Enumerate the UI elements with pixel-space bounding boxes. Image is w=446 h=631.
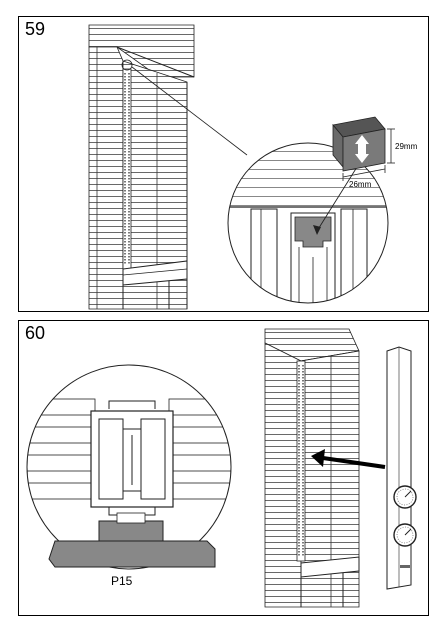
- gauge-icon: [394, 486, 416, 508]
- step-60-illustration: [19, 321, 428, 615]
- cross-section-zoom-circle: [27, 365, 231, 569]
- vertical-rail: [122, 60, 132, 269]
- gauge-icon: [394, 524, 416, 546]
- sauna-corner: [265, 329, 359, 607]
- board-p15: [49, 541, 215, 567]
- step-60-panel: [18, 320, 429, 616]
- detail-zoom-circle: [228, 143, 388, 309]
- step-number: 59: [25, 19, 46, 39]
- dimension-height-label: 29mm: [395, 142, 418, 151]
- step-number: 60: [25, 323, 46, 343]
- step-59-panel: [18, 16, 429, 312]
- step-59-illustration: [19, 17, 428, 311]
- spacer-block: [333, 117, 385, 171]
- left-wall: [89, 47, 123, 309]
- dimension-width-label: 26mm: [349, 180, 372, 189]
- part-label-p15: P15: [111, 574, 133, 588]
- control-panel: [387, 347, 416, 589]
